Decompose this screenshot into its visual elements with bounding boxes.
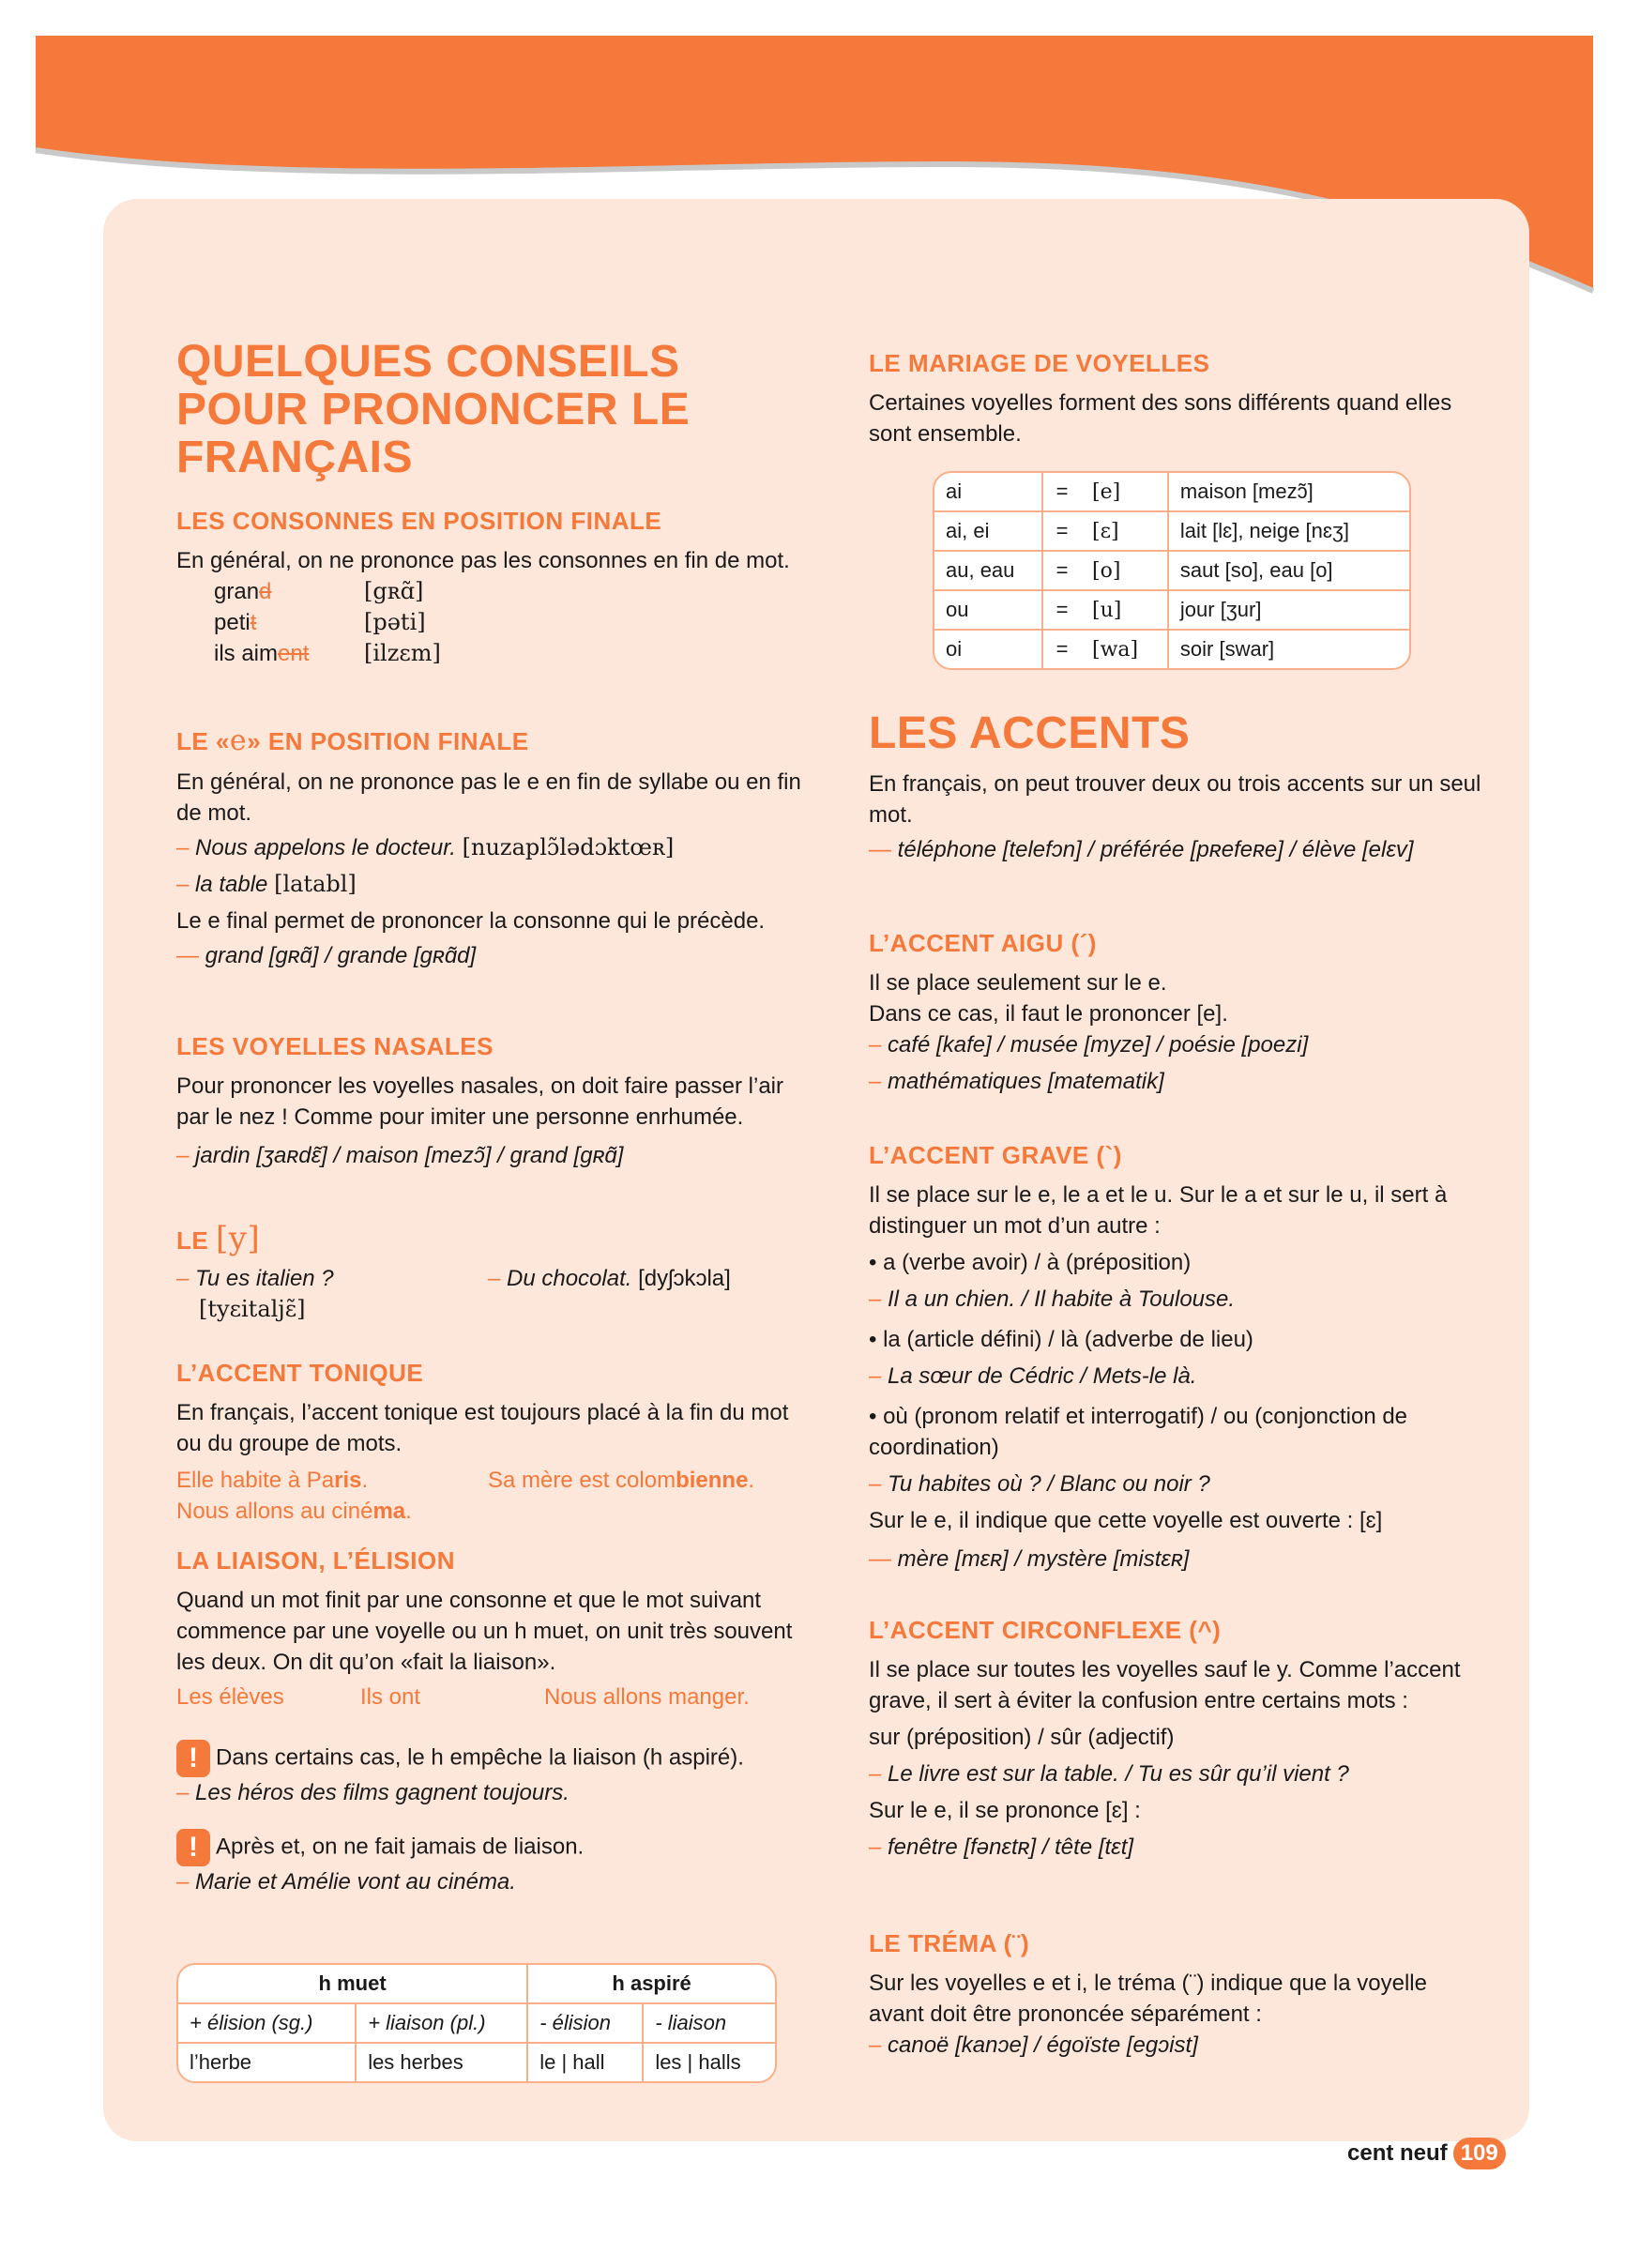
grave-example: – La sœur de Cédric / Mets-le là. <box>869 1363 1197 1389</box>
circonflexe-text3: Sur le e, il se prononce [ɛ] : <box>869 1798 1141 1823</box>
consonnes-heading: LES CONSONNES EN POSITION FINALE <box>176 507 662 535</box>
left-column <box>176 337 801 2074</box>
table-row: ai = [e] maison [mezɔ̃] <box>934 473 1409 511</box>
accents-title: LES ACCENTS <box>869 708 1191 758</box>
grave-bullet: • où (pronom relatif et interrogatif) / ou (conjonction de coordination) <box>869 1404 1408 1460</box>
grave-example: – Tu habites où ? / Blanc ou noir ? <box>869 1471 1210 1497</box>
circonflexe-section <box>869 1616 1507 1863</box>
nasales-example: – jardin [ʒaʀdɛ̃] / maison [mezɔ̃] / grand [gʀɑ̃] <box>176 1143 624 1168</box>
grave-bullet: • a (verbe avoir) / à (préposition) <box>869 1250 1192 1275</box>
consonnes-text: En général, on ne prononce pas les consonnes en fin de mot. <box>176 548 790 573</box>
liaison-example: Les élèves <box>176 1684 284 1710</box>
grave-example: – Il a un chien. / Il habite à Toulouse. <box>869 1286 1236 1312</box>
mariage-heading: LE MARIAGE DE VOYELLES <box>869 349 1210 377</box>
circonflexe-text2: sur (préposition) / sûr (adjectif) <box>869 1725 1175 1750</box>
e-finale-text2: Le e final permet de prononcer la consonne qui le précède. <box>176 908 766 934</box>
table-cell: - liaison <box>643 2003 775 2043</box>
e-finale-example: – Nous appelons le docteur. [nuzaplɔ̃lədɔktœʀ] <box>176 834 675 860</box>
e-finale-example: — grand [gʀɑ̃] / grande [gʀɑ̃d] <box>176 943 477 968</box>
circonflexe-example: – Le livre est sur la table. / Tu es sûr qu’il vient ? <box>869 1761 1349 1787</box>
liaison-text: Quand un mot finit par une consonne et que le mot suivant commence par une voyelle ou un h muet, on unit très souvent les deux. On dit qu’on «fait la liaison». <box>176 1588 793 1675</box>
accents-example: — téléphone [telefɔn] / préférée [pʀefeʀe] / élève [elɛv] <box>869 837 1414 862</box>
consonne-example: ils aiment [ilzɛm] <box>214 640 441 666</box>
nasales-section <box>176 1032 814 1171</box>
warning-2-example: – Marie et Amélie vont au cinéma. <box>176 1869 516 1895</box>
table-cell: l’herbe <box>178 2043 356 2081</box>
aigu-text: Il se place seulement sur le e. <box>869 970 1167 996</box>
table-row: ai, ei = [ɛ] lait [lɛ], neige [nɛʒ] <box>934 511 1409 551</box>
tonique-heading: L’ACCENT TONIQUE <box>176 1359 424 1387</box>
grave-text: Il se place sur le e, le a et le u. Sur le a et sur le u, il sert à distinguer un mot d’un autre : <box>869 1182 1448 1239</box>
e-finale-heading: LE «e» EN POSITION FINALE <box>176 724 529 757</box>
warning-1-example: – Les héros des films gagnent toujours. <box>176 1780 570 1805</box>
accents-text: En français, on peut trouver deux ou trois accents sur un seul mot. <box>869 771 1481 828</box>
page-number: 109 <box>1453 2138 1506 2169</box>
page-title: QUELQUES CONSEILS POUR PRONONCER LE FRANÇAIS <box>176 337 691 482</box>
aigu-example: – mathématiques [matematik] <box>869 1069 1164 1094</box>
grave-text2: Sur le e, il indique que cette voyelle est ouverte : [ɛ] <box>869 1508 1383 1533</box>
aigu-example: – café [kafe] / musée [myze] / poésie [poezi] <box>869 1032 1309 1058</box>
tonique-example: Elle habite à Paris. <box>176 1468 369 1493</box>
trema-section <box>869 1929 1507 2061</box>
table-cell: le | hall <box>527 2043 643 2081</box>
liaison-heading: LA LIAISON, L’ÉLISION <box>176 1546 455 1575</box>
consonnes-section <box>176 507 814 669</box>
exclamation-icon: ! <box>176 1740 210 1777</box>
grave-heading: L’ACCENT GRAVE (`) <box>869 1141 1122 1169</box>
table-header: h aspiré <box>527 1965 775 2003</box>
h-muet-table <box>176 1963 777 2083</box>
accents-section <box>869 709 1507 865</box>
y-heading: LE [y] <box>176 1220 261 1257</box>
table-row: oi = [wa] soir [swar] <box>934 630 1409 668</box>
liaison-example: Ils ont <box>360 1684 421 1710</box>
table-cell: + liaison (pl.) <box>356 2003 527 2043</box>
trema-heading: LE TRÉMA (¨) <box>869 1929 1030 1957</box>
grave-bullet: • la (article défini) / là (adverbe de lieu) <box>869 1327 1253 1352</box>
grave-section <box>869 1141 1507 1575</box>
circonflexe-text: Il se place sur toutes les voyelles sauf le y. Comme l’accent grave, il sert à éviter la confusion entre certains mots : <box>869 1657 1461 1713</box>
aigu-heading: L’ACCENT AIGU (´) <box>869 929 1097 957</box>
page-label: cent neuf <box>1347 2140 1448 2166</box>
tonique-example: Nous allons au cinéma. <box>176 1499 412 1524</box>
consonne-example: grand [gʀɑ̃] <box>214 578 424 604</box>
y-example: – Tu es italien ? [tyɛitaljɛ̃] <box>176 1266 334 1322</box>
warning-2: ! Après et, on ne fait jamais de liaison. <box>176 1829 814 1866</box>
nasales-text: Pour prononcer les voyelles nasales, on doit faire passer l’air par le nez ! Comme pour imiter une personne enrhumée. <box>176 1073 784 1130</box>
table-header: h muet <box>178 1965 527 2003</box>
liaison-example: Nous allons manger. <box>544 1684 750 1710</box>
warning-1: ! Dans certains cas, le h empêche la liaison (h aspiré). <box>176 1740 814 1777</box>
trema-example: – canoë [kanɔe] / égoïste [egɔist] <box>869 2032 1198 2058</box>
circonflexe-heading: L’ACCENT CIRCONFLEXE (^) <box>869 1616 1222 1644</box>
aigu-text: Dans ce cas, il faut le prononcer [e]. <box>869 1001 1228 1027</box>
e-finale-text: En général, on ne prononce pas le e en fin de syllabe ou en fin de mot. <box>176 769 801 826</box>
tonique-text: En français, l’accent tonique est toujours placé à la fin du mot ou du groupe de mots. <box>176 1400 789 1456</box>
aigu-section <box>869 929 1507 1097</box>
grave-example: — mère [mɛʀ] / mystère [mistɛʀ] <box>869 1546 1190 1572</box>
mariage-text: Certaines voyelles forment des sons différents quand elles sont ensemble. <box>869 390 1452 447</box>
table-row: au, eau = [o] saut [so], eau [o] <box>934 551 1409 590</box>
table-cell: + élision (sg.) <box>178 2003 356 2043</box>
vowel-table <box>933 471 1411 670</box>
table-cell: - élision <box>527 2003 643 2043</box>
consonne-example: petit [pəti] <box>214 609 426 635</box>
table-cell: les | halls <box>643 2043 775 2081</box>
nasales-heading: LES VOYELLES NASALES <box>176 1032 494 1060</box>
circonflexe-example: – fenêtre [fənɛtʀ] / tête [tɛt] <box>869 1834 1134 1860</box>
y-example: – Du chocolat. [dyʃɔkɔla] <box>488 1266 731 1291</box>
exclamation-icon: ! <box>176 1829 210 1866</box>
table-cell: les herbes <box>356 2043 527 2081</box>
table-row: ou = [u] jour [ʒur] <box>934 590 1409 630</box>
y-section <box>176 1220 814 1329</box>
trema-text: Sur les voyelles e et i, le tréma (¨) indique que la voyelle avant doit être prononcée séparément : <box>869 1971 1427 2027</box>
mariage-section <box>869 349 1507 449</box>
tonique-section <box>176 1359 814 1530</box>
e-finale-example: – la table [latabl] <box>176 871 357 897</box>
tonique-example: Sa mère est colombienne. <box>488 1468 755 1493</box>
page-footer <box>1347 2138 1506 2169</box>
liaison-section <box>176 1546 814 1897</box>
e-finale-section <box>176 724 814 971</box>
